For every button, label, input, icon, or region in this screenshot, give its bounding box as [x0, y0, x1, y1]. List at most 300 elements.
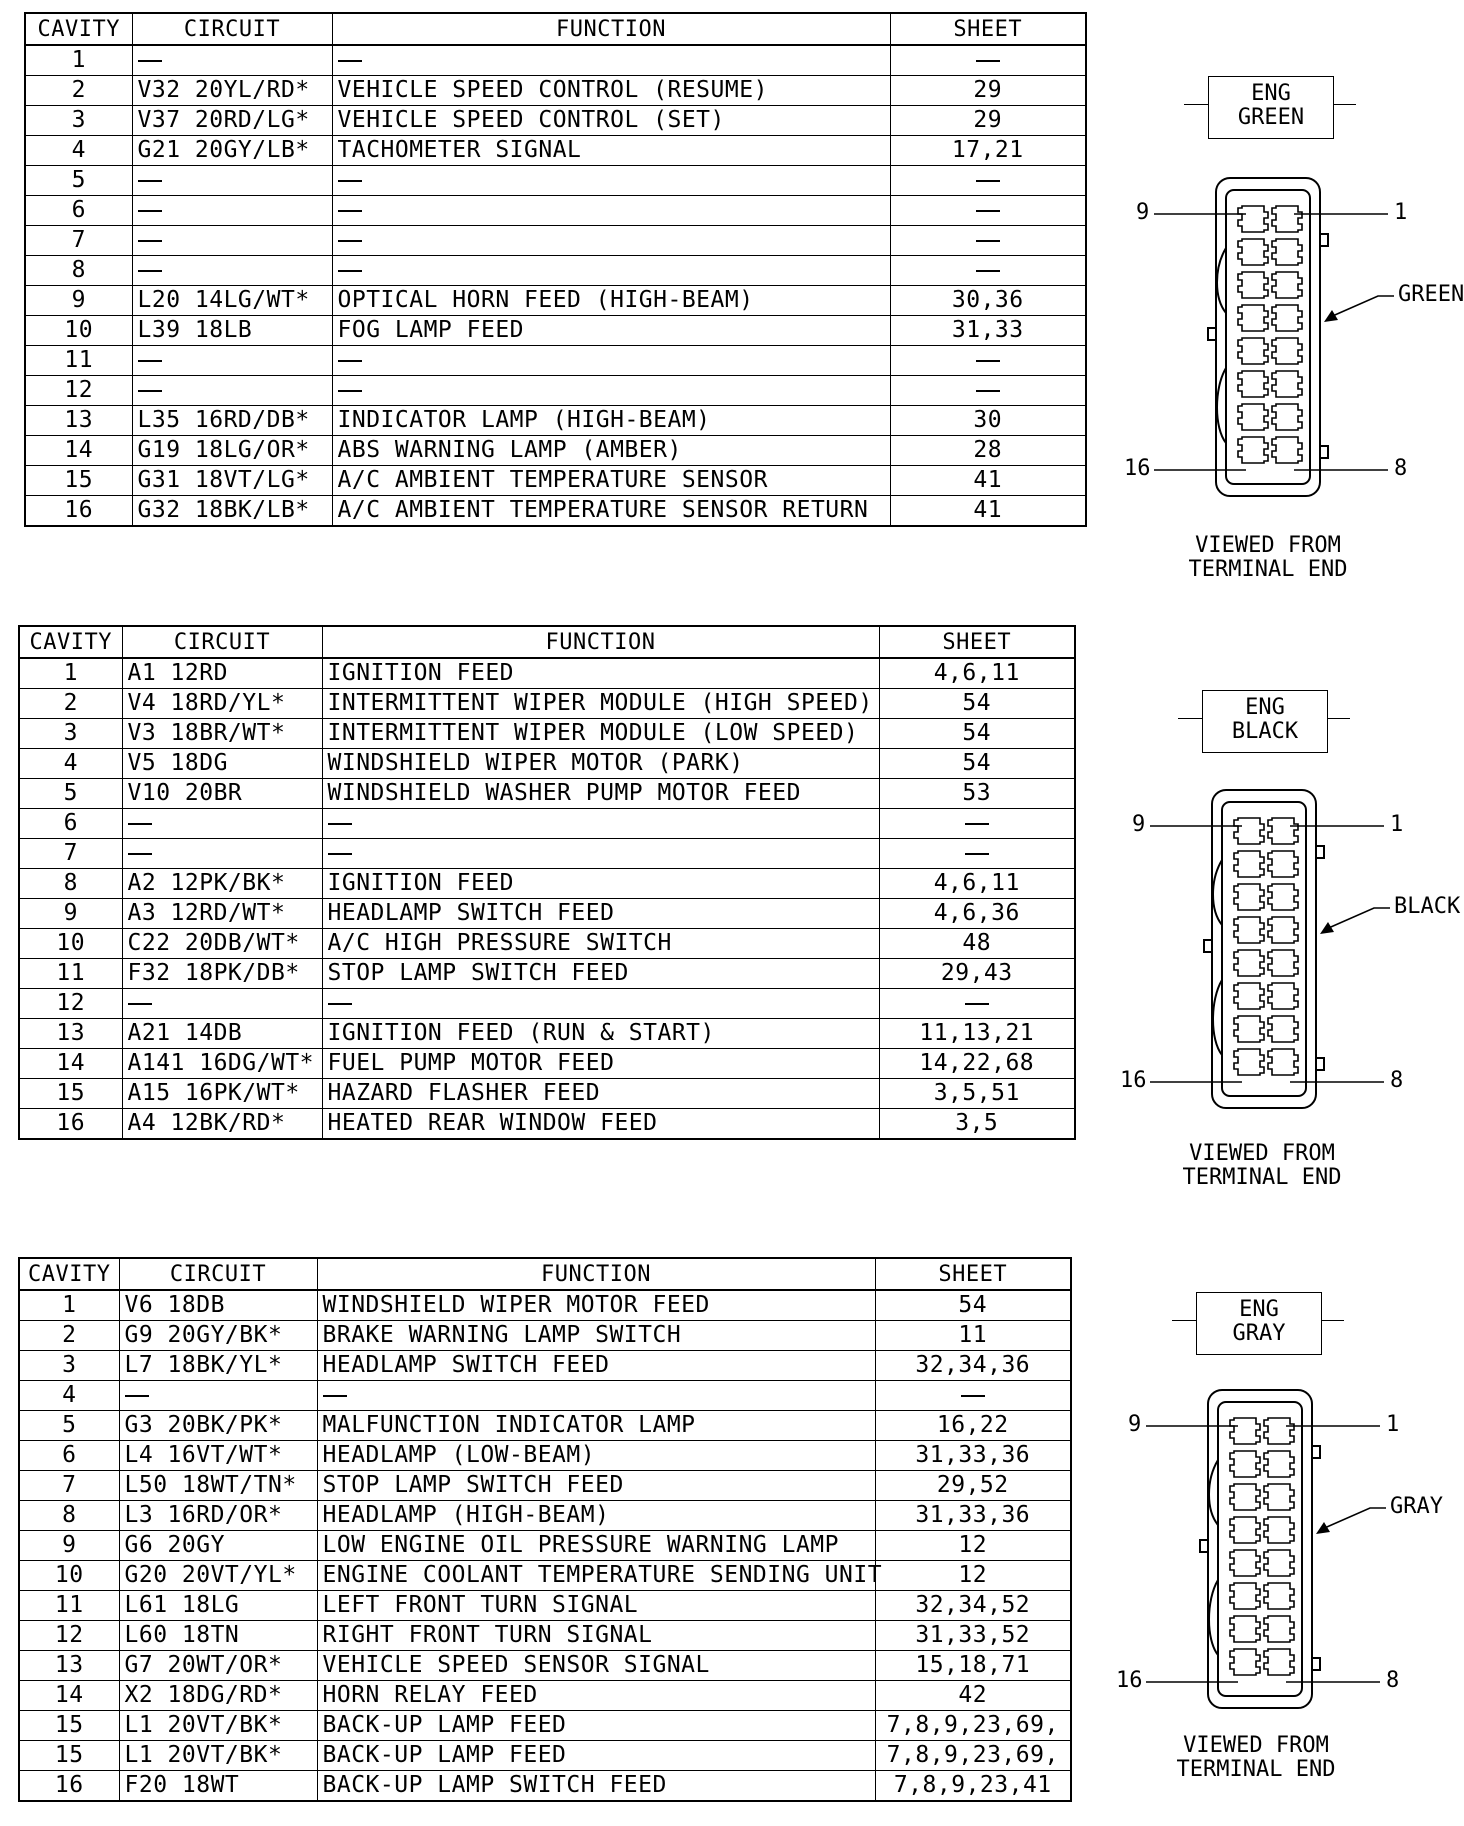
sheet-cell: 29,52	[875, 1471, 1071, 1501]
pin-number-label: 1	[1390, 812, 1404, 837]
connector-color-label: BLACK	[1394, 894, 1461, 919]
empty-dash	[328, 1003, 352, 1005]
connector-inner-wall	[1226, 190, 1310, 484]
connector-label-line2: BLACK	[1231, 719, 1299, 744]
empty-dash	[976, 390, 1000, 392]
cavity-cell: 8	[25, 256, 132, 286]
sheet-cell	[879, 989, 1075, 1019]
viewed-from-line1: VIEWED FROM	[1195, 533, 1341, 558]
terminal-cavity	[1268, 1049, 1298, 1075]
color-callout-line	[1328, 296, 1394, 318]
function-cell: BACK-UP LAMP FEED	[317, 1711, 875, 1741]
function-cell: HEADLAMP SWITCH FEED	[322, 899, 879, 929]
table-header-row	[25, 13, 1086, 45]
column-header-cavity: CAVITY	[19, 1258, 119, 1290]
table-row	[19, 1501, 1071, 1531]
terminal-cavity	[1272, 338, 1302, 364]
terminal-cavity	[1264, 1451, 1294, 1477]
cavity-table	[18, 625, 1076, 1140]
empty-dash	[338, 240, 362, 242]
circuit-cell: L4 16VT/WT*	[119, 1441, 317, 1471]
latch-tab	[1316, 846, 1324, 858]
sheet-cell	[890, 45, 1086, 76]
function-cell: LOW ENGINE OIL PRESSURE WARNING LAMP	[317, 1531, 875, 1561]
cavity-cell: 13	[25, 406, 132, 436]
cavity-cell: 13	[19, 1019, 122, 1049]
empty-dash	[965, 823, 989, 825]
circuit-cell: G6 20GY	[119, 1531, 317, 1561]
function-cell: IGNITION FEED	[322, 869, 879, 899]
circuit-cell: V5 18DG	[122, 749, 322, 779]
circuit-cell: A15 16PK/WT*	[122, 1079, 322, 1109]
empty-dash	[338, 390, 362, 392]
circuit-cell: V6 18DB	[119, 1290, 317, 1321]
empty-dash	[338, 360, 362, 362]
terminal-cavity	[1238, 239, 1268, 265]
table-row	[25, 436, 1086, 466]
function-cell: STOP LAMP SWITCH FEED	[317, 1471, 875, 1501]
pin-number-label: 9	[1132, 812, 1146, 837]
circuit-cell: L50 18WT/TN*	[119, 1471, 317, 1501]
sheet-cell: 42	[875, 1681, 1071, 1711]
column-header-function: FUNCTION	[332, 13, 890, 45]
circuit-cell: G32 18BK/LB*	[132, 496, 332, 527]
sheet-cell: 29,43	[879, 959, 1075, 989]
empty-dash	[976, 270, 1000, 272]
terminal-cavity	[1272, 371, 1302, 397]
table-row	[25, 76, 1086, 106]
table-row	[19, 1290, 1071, 1321]
function-cell: HAZARD FLASHER FEED	[322, 1079, 879, 1109]
connector-outer-shell	[1212, 790, 1316, 1108]
function-cell	[322, 809, 879, 839]
sheet-cell	[890, 376, 1086, 406]
sheet-cell: 54	[879, 719, 1075, 749]
circuit-cell: A3 12RD/WT*	[122, 899, 322, 929]
table-row	[19, 779, 1075, 809]
function-cell: HEADLAMP SWITCH FEED	[317, 1351, 875, 1381]
table-row	[19, 1711, 1071, 1741]
function-cell: HEADLAMP (HIGH-BEAM)	[317, 1501, 875, 1531]
cavity-cell: 6	[19, 809, 122, 839]
terminal-cavity	[1268, 884, 1298, 910]
function-cell: ABS WARNING LAMP (AMBER)	[332, 436, 890, 466]
circuit-cell: L1 20VT/BK*	[119, 1741, 317, 1771]
function-cell: HEADLAMP (LOW-BEAM)	[317, 1441, 875, 1471]
function-cell	[322, 989, 879, 1019]
sheet-cell: 54	[875, 1290, 1071, 1321]
sheet-cell: 14,22,68	[879, 1049, 1075, 1079]
latch-tab	[1312, 1446, 1320, 1458]
terminal-cavity	[1272, 239, 1302, 265]
circuit-cell: V37 20RD/LG*	[132, 106, 332, 136]
color-callout-line	[1320, 1508, 1386, 1530]
cavity-cell: 10	[19, 1561, 119, 1591]
cavity-cell: 4	[19, 1381, 119, 1411]
function-cell: WINDSHIELD WIPER MOTOR (PARK)	[322, 749, 879, 779]
table-row	[19, 1381, 1071, 1411]
cavity-cell: 8	[19, 869, 122, 899]
connector-inner-wall	[1218, 1402, 1302, 1696]
cavity-cell: 4	[25, 136, 132, 166]
terminal-cavity	[1234, 983, 1264, 1009]
sheet-cell: 16,22	[875, 1411, 1071, 1441]
column-header-cavity: CAVITY	[25, 13, 132, 45]
cavity-cell: 5	[25, 166, 132, 196]
sheet-cell: 4,6,36	[879, 899, 1075, 929]
table-row	[25, 376, 1086, 406]
circuit-cell: G20 20VT/YL*	[119, 1561, 317, 1591]
column-header-sheet: SHEET	[875, 1258, 1071, 1290]
cavity-cell: 3	[19, 719, 122, 749]
label-leader-line	[1322, 1320, 1344, 1321]
viewed-from-note	[1156, 1734, 1356, 1782]
terminal-cavity	[1272, 305, 1302, 331]
table-row	[19, 959, 1075, 989]
function-cell: OPTICAL HORN FEED (HIGH-BEAM)	[332, 286, 890, 316]
empty-dash	[965, 853, 989, 855]
cavity-cell: 7	[19, 1471, 119, 1501]
sheet-cell: 41	[890, 466, 1086, 496]
connector-key-curve	[1209, 1580, 1218, 1655]
table-header-row	[19, 626, 1075, 658]
terminal-cavity	[1268, 950, 1298, 976]
cavity-cell: 14	[25, 436, 132, 466]
circuit-cell: A21 14DB	[122, 1019, 322, 1049]
sheet-cell: 11	[875, 1321, 1071, 1351]
function-cell: A/C AMBIENT TEMPERATURE SENSOR	[332, 466, 890, 496]
sheet-cell: 4,6,11	[879, 658, 1075, 689]
table-row	[19, 899, 1075, 929]
cavity-cell: 2	[19, 1321, 119, 1351]
cavity-cell: 15	[19, 1079, 122, 1109]
column-header-circuit: CIRCUIT	[132, 13, 332, 45]
empty-dash	[338, 180, 362, 182]
sheet-cell: 12	[875, 1531, 1071, 1561]
terminal-cavity	[1238, 305, 1268, 331]
function-cell: FUEL PUMP MOTOR FEED	[322, 1049, 879, 1079]
column-header-cavity: CAVITY	[19, 626, 122, 658]
viewed-from-note	[1162, 1142, 1362, 1190]
function-cell	[322, 839, 879, 869]
circuit-cell: G7 20WT/OR*	[119, 1651, 317, 1681]
table-row	[19, 1079, 1075, 1109]
function-cell: INTERMITTENT WIPER MODULE (LOW SPEED)	[322, 719, 879, 749]
circuit-cell: C22 20DB/WT*	[122, 929, 322, 959]
empty-dash	[328, 823, 352, 825]
table-row	[25, 136, 1086, 166]
table-row	[19, 658, 1075, 689]
terminal-cavity	[1268, 983, 1298, 1009]
color-callout-arrowhead	[1316, 1522, 1330, 1534]
function-cell: STOP LAMP SWITCH FEED	[322, 959, 879, 989]
circuit-cell: A1 12RD	[122, 658, 322, 689]
terminal-cavity	[1230, 1418, 1260, 1444]
empty-dash	[976, 360, 1000, 362]
empty-dash	[338, 60, 362, 62]
table-row	[25, 406, 1086, 436]
column-header-function: FUNCTION	[317, 1258, 875, 1290]
circuit-cell	[132, 196, 332, 226]
table-row	[19, 1651, 1071, 1681]
terminal-cavity	[1230, 1484, 1260, 1510]
cavity-cell: 11	[25, 346, 132, 376]
cavity-cell: 8	[19, 1501, 119, 1531]
function-cell	[332, 226, 890, 256]
cavity-cell: 15	[19, 1741, 119, 1771]
empty-dash	[128, 853, 152, 855]
terminal-cavity	[1264, 1583, 1294, 1609]
sheet-cell: 30	[890, 406, 1086, 436]
function-cell: A/C HIGH PRESSURE SWITCH	[322, 929, 879, 959]
empty-dash	[961, 1395, 985, 1397]
circuit-cell: L3 16RD/OR*	[119, 1501, 317, 1531]
viewed-from-note	[1168, 534, 1368, 582]
cavity-cell: 3	[25, 106, 132, 136]
circuit-cell	[132, 45, 332, 76]
cavity-cell: 5	[19, 779, 122, 809]
empty-dash	[328, 853, 352, 855]
terminal-cavity	[1238, 206, 1268, 232]
latch-tab	[1320, 234, 1328, 246]
empty-dash	[138, 390, 162, 392]
cavity-cell: 12	[25, 376, 132, 406]
circuit-cell: X2 18DG/RD*	[119, 1681, 317, 1711]
sheet-cell: 15,18,71	[875, 1651, 1071, 1681]
circuit-cell: A4 12BK/RD*	[122, 1109, 322, 1140]
sheet-cell: 32,34,52	[875, 1591, 1071, 1621]
connector-key-curve	[1217, 248, 1226, 313]
terminal-cavity	[1238, 338, 1268, 364]
circuit-cell: G3 20BK/PK*	[119, 1411, 317, 1441]
cavity-cell: 3	[19, 1351, 119, 1381]
cavity-cell: 2	[25, 76, 132, 106]
latch-tab	[1320, 446, 1328, 458]
terminal-cavity	[1264, 1649, 1294, 1675]
circuit-cell	[122, 809, 322, 839]
table-row	[19, 869, 1075, 899]
color-callout-arrowhead	[1324, 310, 1338, 322]
empty-dash	[125, 1395, 149, 1397]
function-cell: VEHICLE SPEED SENSOR SIGNAL	[317, 1651, 875, 1681]
function-cell: ENGINE COOLANT TEMPERATURE SENDING UNIT	[317, 1561, 875, 1591]
circuit-cell	[132, 256, 332, 286]
circuit-cell: V4 18RD/YL*	[122, 689, 322, 719]
table-row	[19, 839, 1075, 869]
empty-dash	[138, 240, 162, 242]
table-row	[19, 1681, 1071, 1711]
table-row	[25, 106, 1086, 136]
cavity-table	[24, 12, 1087, 527]
function-cell: FOG LAMP FEED	[332, 316, 890, 346]
table-row	[19, 1561, 1071, 1591]
key-tab	[1208, 328, 1216, 340]
terminal-cavity	[1234, 950, 1264, 976]
latch-tab	[1312, 1658, 1320, 1670]
connector-label-line2: GRAY	[1232, 1321, 1286, 1346]
terminal-cavity	[1230, 1517, 1260, 1543]
empty-dash	[976, 240, 1000, 242]
connector-label-line1: ENG	[1245, 695, 1285, 720]
empty-dash	[138, 180, 162, 182]
pin-number-label: 1	[1394, 200, 1408, 225]
terminal-cavity	[1230, 1616, 1260, 1642]
connector-label	[1202, 690, 1328, 753]
table-row	[25, 256, 1086, 286]
terminal-cavity	[1230, 1451, 1260, 1477]
empty-dash	[976, 180, 1000, 182]
label-leader-line	[1178, 718, 1202, 719]
empty-dash	[976, 210, 1000, 212]
terminal-cavity	[1230, 1583, 1260, 1609]
cavity-cell: 1	[19, 658, 122, 689]
terminal-cavity	[1230, 1649, 1260, 1675]
circuit-cell: V3 18BR/WT*	[122, 719, 322, 749]
table-row	[19, 1351, 1071, 1381]
function-cell	[317, 1381, 875, 1411]
circuit-cell: F20 18WT	[119, 1771, 317, 1802]
function-cell: IGNITION FEED	[322, 658, 879, 689]
table-row	[19, 1531, 1071, 1561]
cavity-cell: 14	[19, 1681, 119, 1711]
sheet-cell: 29	[890, 106, 1086, 136]
circuit-cell: L20 14LG/WT*	[132, 286, 332, 316]
function-cell: INDICATOR LAMP (HIGH-BEAM)	[332, 406, 890, 436]
table-row	[25, 316, 1086, 346]
circuit-cell: F32 18PK/DB*	[122, 959, 322, 989]
cavity-cell: 15	[25, 466, 132, 496]
cavity-cell: 6	[25, 196, 132, 226]
circuit-cell: L7 18BK/YL*	[119, 1351, 317, 1381]
circuit-cell	[122, 989, 322, 1019]
connector-key-curve	[1213, 980, 1222, 1055]
function-cell: VEHICLE SPEED CONTROL (SET)	[332, 106, 890, 136]
table-row	[19, 929, 1075, 959]
color-callout-line	[1324, 908, 1390, 930]
function-cell: INTERMITTENT WIPER MODULE (HIGH SPEED)	[322, 689, 879, 719]
empty-dash	[976, 60, 1000, 62]
terminal-cavity	[1272, 404, 1302, 430]
circuit-cell	[119, 1381, 317, 1411]
viewed-from-line1: VIEWED FROM	[1189, 1141, 1335, 1166]
column-header-sheet: SHEET	[890, 13, 1086, 45]
empty-dash	[138, 360, 162, 362]
sheet-cell	[890, 346, 1086, 376]
table-row	[25, 466, 1086, 496]
function-cell: RIGHT FRONT TURN SIGNAL	[317, 1621, 875, 1651]
latch-tab	[1316, 1058, 1324, 1070]
terminal-cavity	[1234, 1049, 1264, 1075]
column-header-circuit: CIRCUIT	[122, 626, 322, 658]
sheet-cell: 54	[879, 689, 1075, 719]
cavity-cell: 14	[19, 1049, 122, 1079]
terminal-cavity	[1272, 206, 1302, 232]
circuit-cell	[132, 346, 332, 376]
sheet-cell: 4,6,11	[879, 869, 1075, 899]
circuit-cell: G21 20GY/LB*	[132, 136, 332, 166]
terminal-cavity	[1230, 1550, 1260, 1576]
circuit-cell	[132, 376, 332, 406]
function-cell	[332, 196, 890, 226]
circuit-cell: V32 20YL/RD*	[132, 76, 332, 106]
viewed-from-line2: TERMINAL END	[1188, 557, 1348, 582]
pin-number-label: 9	[1128, 1412, 1142, 1437]
connector-label-line1: ENG	[1239, 1297, 1279, 1322]
sheet-cell: 54	[879, 749, 1075, 779]
circuit-cell	[132, 166, 332, 196]
pin-number-label: 1	[1386, 1412, 1400, 1437]
empty-dash	[138, 270, 162, 272]
empty-dash	[138, 210, 162, 212]
function-cell: MALFUNCTION INDICATOR LAMP	[317, 1411, 875, 1441]
function-cell: LEFT FRONT TURN SIGNAL	[317, 1591, 875, 1621]
terminal-cavity	[1234, 917, 1264, 943]
cavity-cell: 1	[25, 45, 132, 76]
sheet-cell: 12	[875, 1561, 1071, 1591]
function-cell: BRAKE WARNING LAMP SWITCH	[317, 1321, 875, 1351]
terminal-cavity	[1264, 1484, 1294, 1510]
terminal-cavity	[1238, 371, 1268, 397]
circuit-cell: L35 16RD/DB*	[132, 406, 332, 436]
table-row	[19, 749, 1075, 779]
label-leader-line	[1328, 718, 1350, 719]
sheet-cell: 17,21	[890, 136, 1086, 166]
terminal-cavity	[1264, 1616, 1294, 1642]
connector-outer-shell	[1208, 1390, 1312, 1708]
sheet-cell	[890, 196, 1086, 226]
empty-dash	[323, 1395, 347, 1397]
sheet-cell: 7,8,9,23,69,	[875, 1711, 1071, 1741]
table-row	[25, 196, 1086, 226]
table-row	[25, 226, 1086, 256]
sheet-cell: 31,33,36	[875, 1501, 1071, 1531]
table-row	[19, 1471, 1071, 1501]
cavity-cell: 12	[19, 1621, 119, 1651]
cavity-cell: 4	[19, 749, 122, 779]
circuit-cell	[132, 226, 332, 256]
sheet-cell: 41	[890, 496, 1086, 527]
label-leader-line	[1172, 1320, 1196, 1321]
label-leader-line	[1334, 104, 1356, 105]
table-row	[19, 1441, 1071, 1471]
cavity-cell: 13	[19, 1651, 119, 1681]
terminal-cavity	[1238, 404, 1268, 430]
sheet-cell	[879, 809, 1075, 839]
terminal-cavity	[1268, 917, 1298, 943]
terminal-cavity	[1264, 1517, 1294, 1543]
terminal-cavity	[1268, 1016, 1298, 1042]
sheet-cell	[879, 839, 1075, 869]
terminal-cavity	[1238, 272, 1268, 298]
column-header-circuit: CIRCUIT	[119, 1258, 317, 1290]
key-tab	[1200, 1540, 1208, 1552]
table-row	[25, 286, 1086, 316]
terminal-cavity	[1234, 1016, 1264, 1042]
viewed-from-line2: TERMINAL END	[1176, 1757, 1336, 1782]
cavity-cell: 6	[19, 1441, 119, 1471]
cavity-cell: 9	[25, 286, 132, 316]
cavity-cell: 11	[19, 959, 122, 989]
circuit-cell: L61 18LG	[119, 1591, 317, 1621]
connector-label	[1208, 76, 1334, 139]
cavity-cell: 9	[19, 899, 122, 929]
empty-dash	[338, 210, 362, 212]
empty-dash	[138, 60, 162, 62]
connector-inner-wall	[1222, 802, 1306, 1096]
circuit-cell	[122, 839, 322, 869]
terminal-cavity	[1234, 818, 1264, 844]
function-cell: HORN RELAY FEED	[317, 1681, 875, 1711]
